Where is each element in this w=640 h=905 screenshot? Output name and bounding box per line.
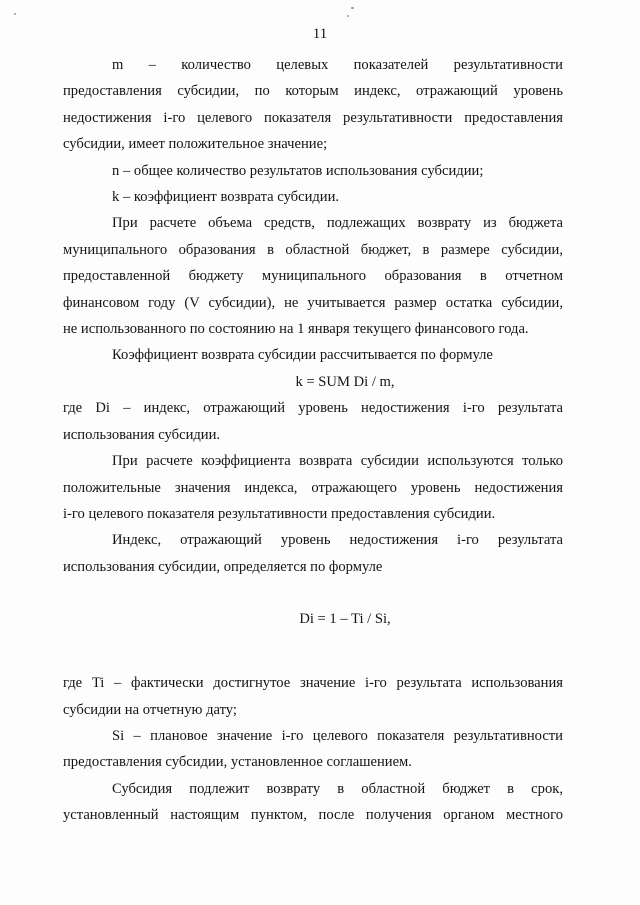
text-line: финансовом году (V субсидии), не учитывается размер остатка субсидии, [63,294,563,311]
spacer [63,580,563,606]
paragraph-k-definition: k – коэффициент возврата субсидии. [112,189,340,206]
text-line: m – количество целевых показателей результативности [112,57,563,73]
text-line: При расчете объема средств, подлежащих возврату из бюджета [112,215,563,232]
paragraph-refund [63,776,563,829]
formula-k: k = SUM Di / m, [295,373,395,390]
text-line: Индекс, отражающий уровень недостижения i-го результата [112,532,563,549]
paragraph-n-definition: n – общее количество результатов использования субсидии; [112,162,484,179]
spacer [63,632,563,670]
text-line: При расчете коэффициента возврата субсидии используются только [112,453,563,470]
text-line: Si – плановое значение i-го целевого показателя результативности [112,727,563,744]
text-line: муниципального образования в областной бюджет, в размере субсидии, [63,241,563,258]
text-line: предоставления субсидии, установленное соглашением. [63,754,412,771]
text-line: предоставления субсидии, по которым индекс, отражающий уровень [63,83,563,100]
page-number: 11 [312,26,328,42]
paragraph-coefficient-formula-intro: Коэффициент возврата субсидии рассчитывается по формуле [112,347,493,364]
paragraph-positive-values [63,448,563,527]
text-line: Субсидия подлежит возврату в областной бюджет в срок, [112,780,563,797]
scan-speck [347,15,349,17]
paragraph-m-definition [63,52,563,158]
formula-di: Di = 1 – Ti / Si, [299,611,391,628]
text-line: где Ti – фактически достигнутое значение i-го результата использования [63,675,563,692]
text-line: где Di – индекс, отражающий уровень недостижения i-го результата [63,400,563,417]
paragraph-ti-definition [63,670,563,723]
text-line: не использованного по состоянию на 1 января текущего финансового года. [63,321,529,338]
text-line: недостижения i-го целевого показателя результативности предоставления [63,109,563,126]
scan-speck [14,13,16,15]
document-body [63,52,563,829]
text-line: положительные значения индекса, отражающего уровень недостижения [63,479,563,496]
paragraph-di-definition [63,395,563,448]
text-line: предоставленной бюджету муниципального образования в отчетном [63,268,563,285]
text-line: использования субсидии. [63,426,221,443]
text-line: i-го целевого показателя результативности предоставления субсидии. [63,505,496,522]
paragraph-calculation-volume [63,210,563,342]
paragraph-index-intro [63,527,563,580]
scan-speck [351,7,354,9]
text-line: субсидии на отчетную дату; [63,701,237,718]
text-line: использования субсидии, определяется по формуле [63,558,383,575]
text-line: субсидии, имеет положительное значение; [63,136,328,153]
text-line: установленный настоящим пунктом, после получения органом местного [63,807,563,824]
paragraph-si-definition [63,723,563,776]
